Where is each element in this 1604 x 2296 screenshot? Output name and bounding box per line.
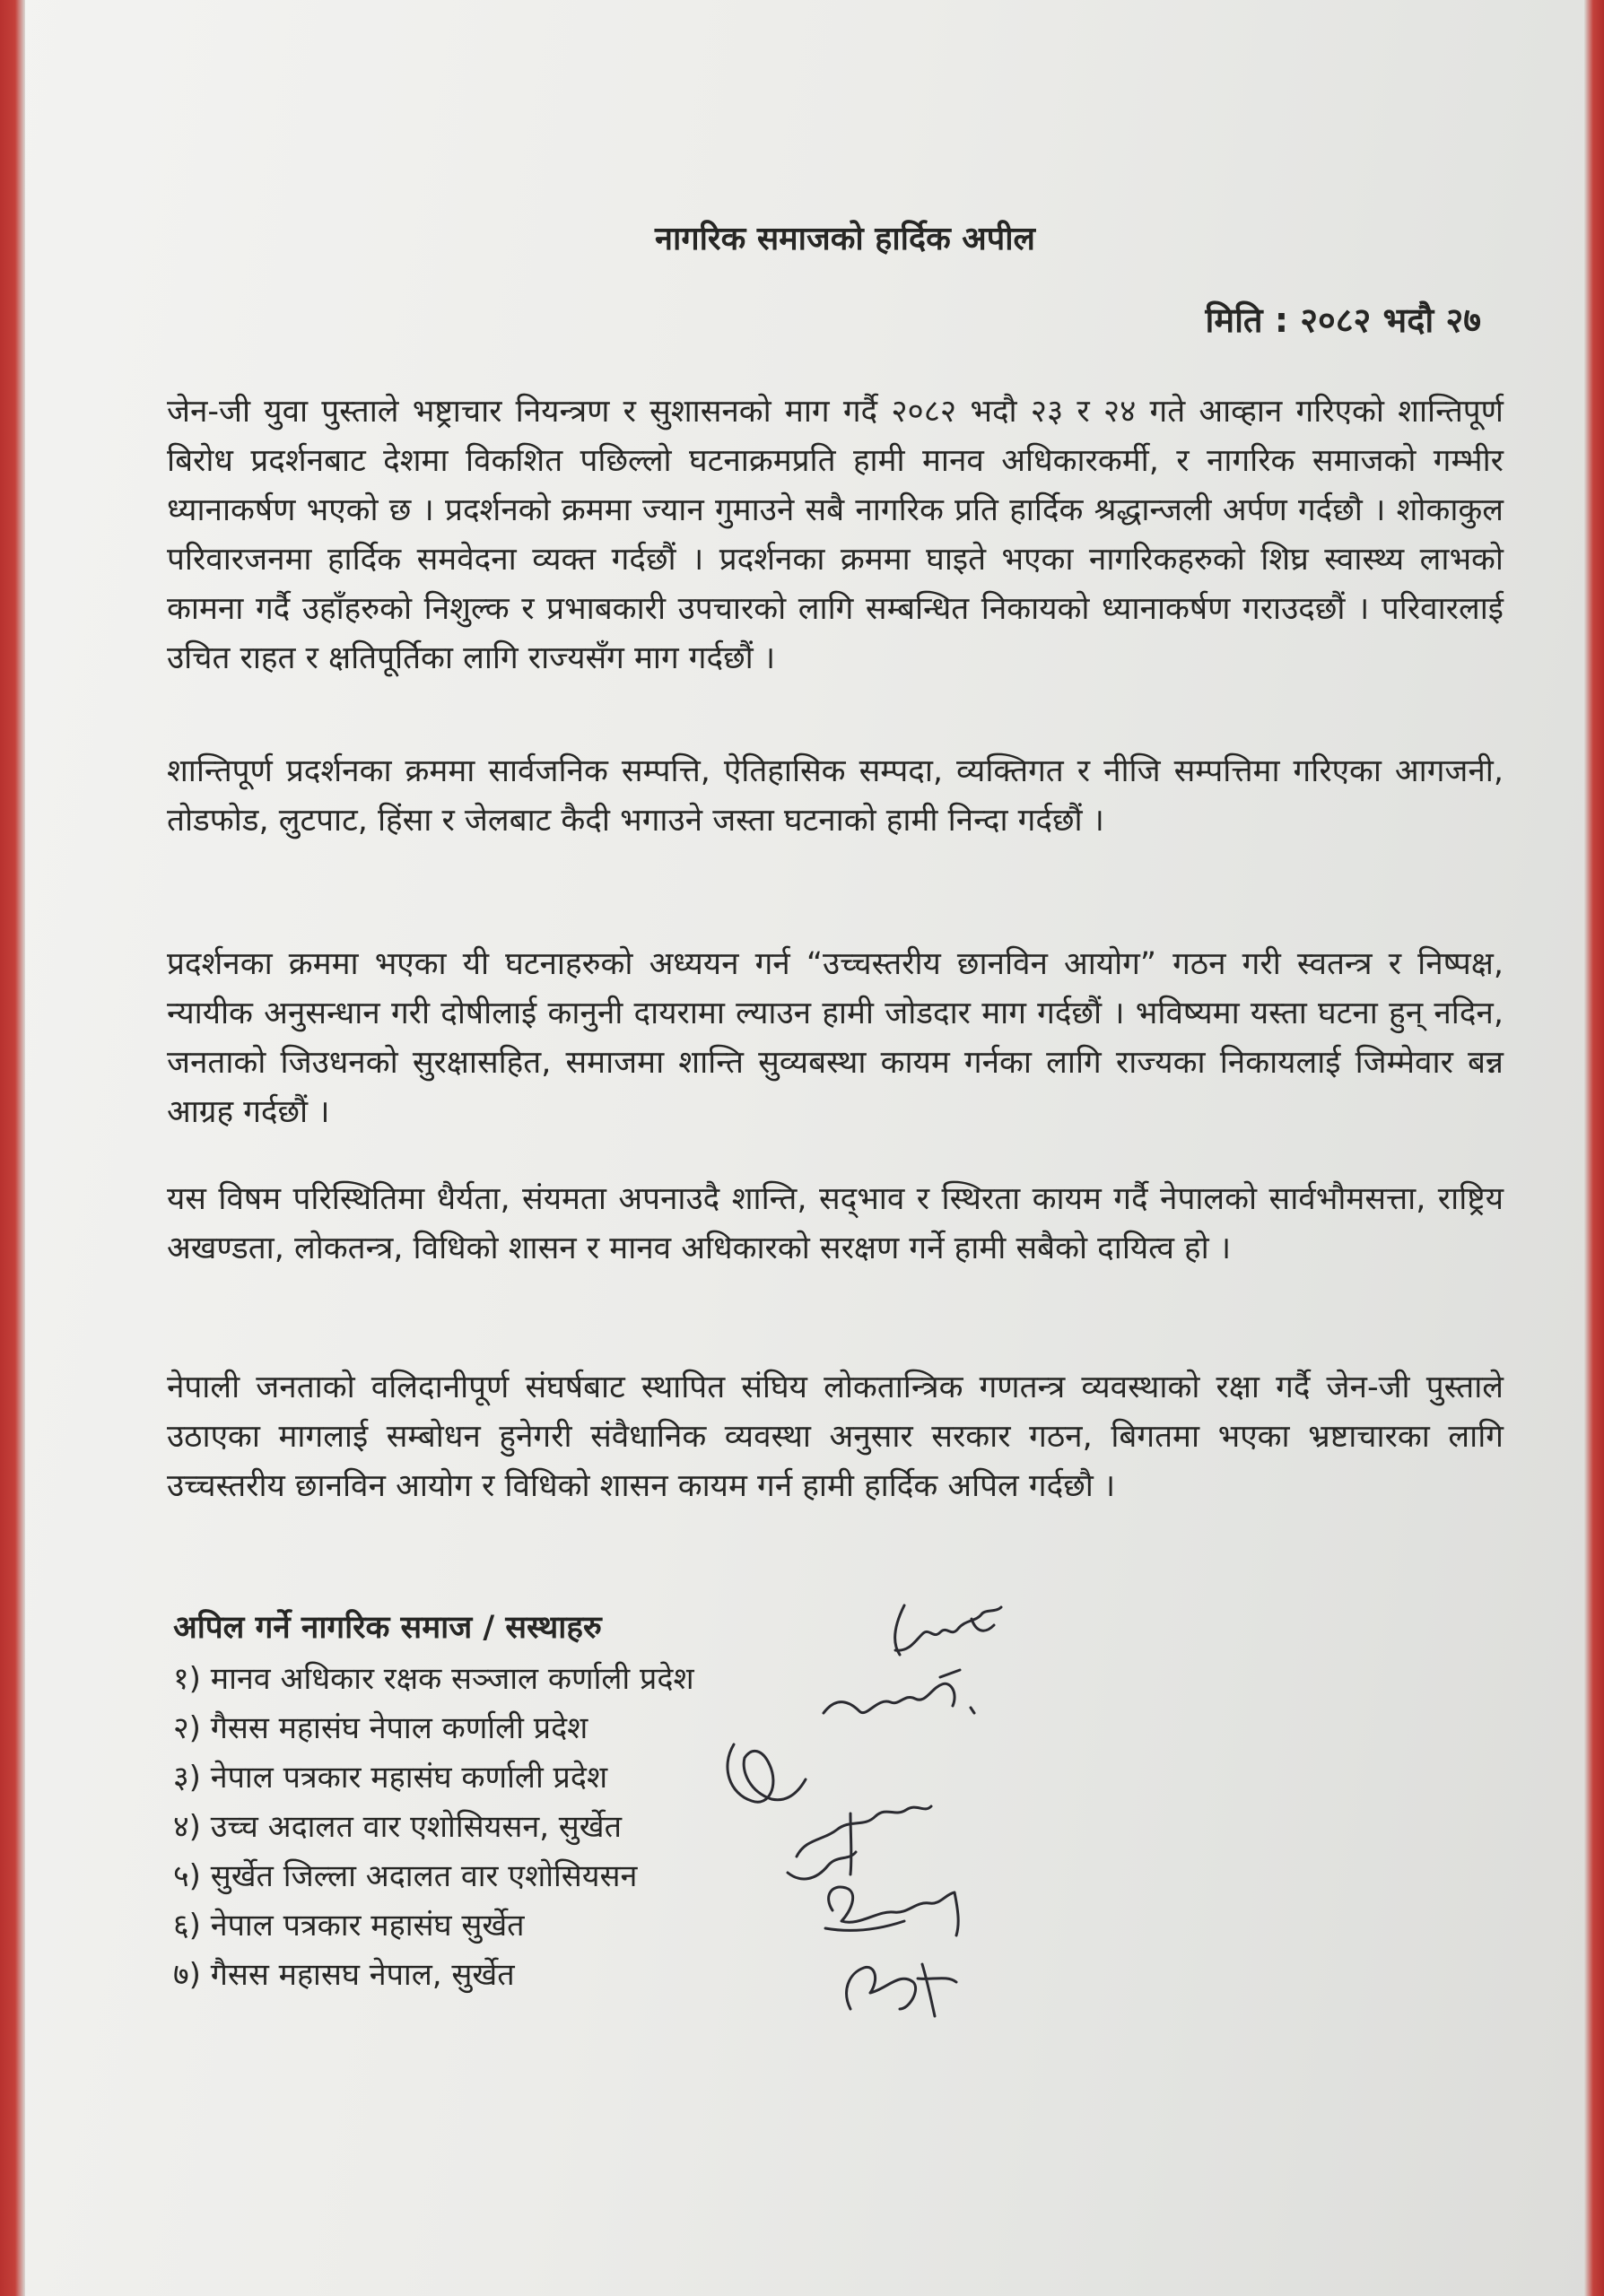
- signatory-item: ३) नेपाल पत्रकार महासंघ कर्णाली प्रदेश: [173, 1760, 608, 1796]
- body-paragraph-responsibility: यस विषम परिस्थितिमा धैर्यता, संयमता अपनाउदै शान्ति, सद्‌भाव र स्थिरता कायम गर्दै नेपालको सार्वभौमसत्ता, राष्ट्रिय अखण्डता, लोकतन्त्र, विधिको शासन र मानव अधिकारको सरक्षण गर्ने हामी सबैको दायित्व हो ।: [167, 1181, 1504, 1266]
- signature-1: [895, 1605, 1001, 1655]
- body-paragraph-inquiry-demand: प्रदर्शनका क्रममा भएका यी घटनाहरुको अध्ययन गर्न “उच्चस्तरीय छानविन आयोग” गठन गरी स्वतन्त्र र निष्पक्ष, न्यायीक अनुसन्धान गरी दोषीलाई कानुनी दायरामा ल्याउन हामी जोडदार माग गर्दछौं । भविष्यमा यस्ता घटना हुन् नदिन, जनताको जिउधनको सुरक्षासहित, समाजमा शान्ति सुव्यबस्था कायम गर्नका लागि राज्यका निकायलाई जिम्मेवार बन्न आग्रह गर्दछौं ।: [167, 946, 1504, 1130]
- signatory-item: २) गैसस महासंघ नेपाल कर्णाली प्रदेश: [173, 1710, 588, 1746]
- signature-4: [788, 1806, 931, 1879]
- body-paragraph-condemnation: शान्तिपूर्ण प्रदर्शनका क्रममा सार्वजनिक सम्पत्ति, ऐतिहासिक सम्पदा, व्यक्तिगत र नीजि सम्पत्तिमा गरिएका आगजनी, तोडफोड, लुटपाट, हिंसा र जेलबाट कैदी भगाउने जस्ता घटनाको हामी निन्दा गर्दछौं ।: [167, 753, 1504, 839]
- red-background-edge-right: [1584, 0, 1604, 2296]
- signature-2: [824, 1670, 974, 1713]
- signatories-heading: अपिल गर्ने नागरिक समाज / सस्थाहरु: [173, 1610, 602, 1646]
- document-title: नागरिक समाजको हार्दिक अपील: [655, 221, 1035, 257]
- red-background-edge-left: [0, 0, 25, 2296]
- handwritten-signatures: [716, 1587, 1138, 2036]
- signature-5: [825, 1887, 958, 1935]
- signatory-item: १) मानव अधिकार रक्षक सञ्जाल कर्णाली प्रदेश: [173, 1661, 694, 1697]
- document-date: मिति : २०८२ भदौ २७: [1205, 300, 1481, 340]
- signatory-item: ४) उच्च अदालत वार एशोसियसन, सुर्खेत: [173, 1809, 622, 1845]
- signatory-item: ७) गैसस महासघ नेपाल, सुर्खेत: [173, 1957, 515, 1993]
- body-paragraph-condolence: जेन-जी युवा पुस्ताले भष्ट्राचार नियन्त्रण र सुशासनको माग गर्दै २०८२ भदौ २३ र २४ गते आव्हान गरिएको शान्तिपूर्ण बिरोध प्रदर्शनबाट देशमा विकशित पछिल्लो घटनाक्रमप्रति हामी मानव अधिकारकर्मी, र नागरिक समाजको गम्भीर ध्यानाकर्षण भएको छ । प्रदर्शनको क्रममा ज्यान गुमाउने सबै नागरिक प्रति हार्दिक श्रद्धान्जली अर्पण गर्दछौ । शोकाकुल परिवारजनमा हार्दिक समवेदना व्यक्त गर्दछौं । प्रदर्शनका क्रममा घाइते भएका नागरिकहरुको शिघ्र स्वास्थ्य लाभको कामना गर्दै उहाँहरुको निशुल्क र प्रभाबकारी उपचारको लागि सम्बन्धित निकायको ध्यानाकर्षण गराउदछौं । परिवारलाई उचित राहत र क्षतिपूर्तिका लागि राज्यसँग माग गर्दछौं ।: [167, 394, 1504, 676]
- signature-3: [728, 1744, 806, 1802]
- signatory-item: ६) नेपाल पत्रकार महासंघ सुर्खेत: [173, 1908, 525, 1944]
- signature-6: [847, 1964, 956, 2016]
- paper-sheet: [25, 0, 1584, 2296]
- signatory-item: ५) सुर्खेत जिल्ला अदालत वार एशोसियसन: [173, 1858, 638, 1894]
- body-paragraph-appeal: नेपाली जनताको वलिदानीपूर्ण संघर्षबाट स्थापित संघिय लोकतान्त्रिक गणतन्त्र व्यवस्थाको रक्षा गर्दै जेन-जी पुस्ताले उठाएका मागलाई सम्बोधन हुनेगरी संवैधानिक व्यवस्था अनुसार सरकार गठन, बिगतमा भएका भ्रष्टाचारका लागि उच्चस्तरीय छानविन आयोग र विधिको शासन कायम गर्न हामी हार्दिक अपिल गर्दछौ ।: [167, 1370, 1504, 1504]
